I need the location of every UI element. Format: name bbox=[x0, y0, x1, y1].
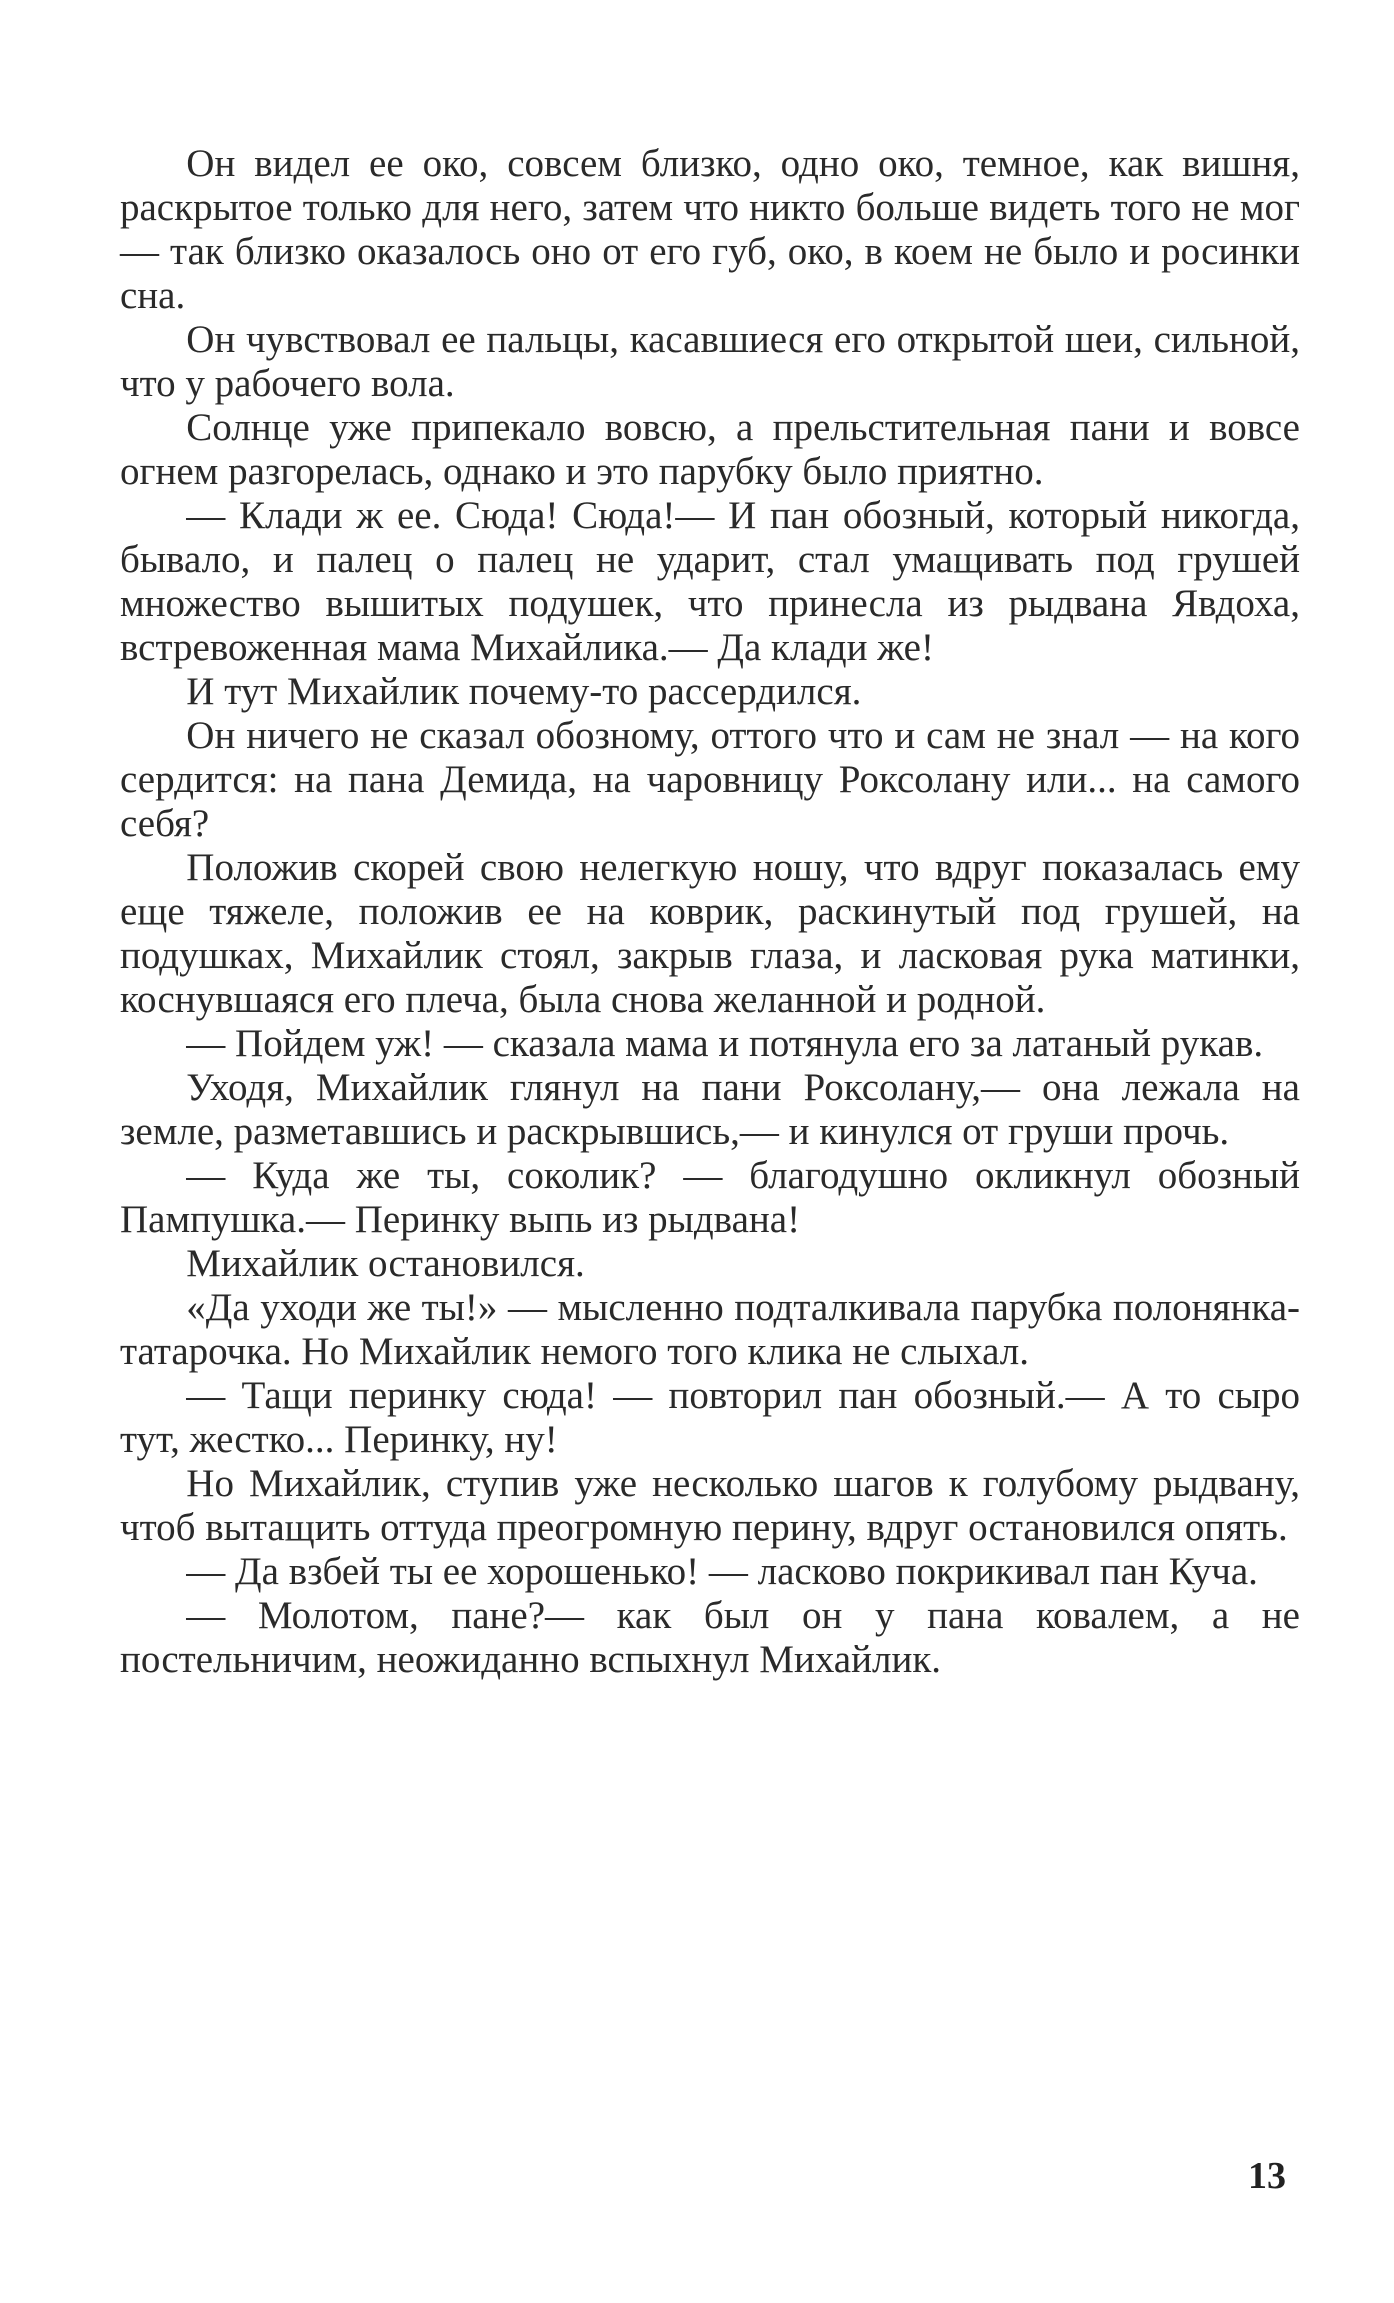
paragraph: — Пойдем уж! — сказала мама и потянула его за латаный рукав. bbox=[186, 1022, 1264, 1065]
paragraph: И тут Михайлик почему-то рассердился. bbox=[186, 670, 862, 713]
page-number: 13 bbox=[1248, 2155, 1286, 2197]
paragraph: Михайлик остановился. bbox=[186, 1242, 585, 1285]
paragraph: Солнце уже припекало вовсю, а прельстительная пани и вовсе огнем разгорелась, однако и это парубку было приятно. bbox=[120, 406, 1300, 493]
paragraph: Он видел ее око, совсем близко, одно око, темное, как вишня, раскрытое только для него, затем что никто больше видеть того не мог — так близко оказалось оно от его губ, око, в коем не было и росинки сна. bbox=[120, 142, 1300, 317]
paragraph: — Куда же ты, соколик? — благодушно окликнул обозный Пампушка.— Перинку выпь из рыдвана! bbox=[120, 1154, 1300, 1241]
paragraph: Но Михайлик, ступив уже несколько шагов к голубому рыдвану, чтоб вытащить оттуда преогромную перину, вдруг остановился опять. bbox=[120, 1462, 1300, 1549]
paragraph: «Да уходи же ты!» — мысленно подталкивала парубка полонянка-татарочка. Но Михайлик немого того клика не слыхал. bbox=[120, 1286, 1300, 1373]
paragraph: — Да взбей ты ее хорошенько! — ласково покрикивал пан Куча. bbox=[186, 1550, 1258, 1593]
paragraph: Он чувствовал ее пальцы, касавшиеся его открытой шеи, сильной, что у рабочего вола. bbox=[120, 318, 1300, 405]
paragraph: — Молотом, пане?— как был он у пана ковалем, а не постельничим, неожиданно вспыхнул Михайлик. bbox=[120, 1594, 1300, 1681]
paragraph: Он ничего не сказал обозному, оттого что и сам не знал — на кого сердится: на пана Демида, на чаровницу Роксолану или... на самого себя? bbox=[120, 714, 1300, 845]
paragraph: Уходя, Михайлик глянул на пани Роксолану,— она лежала на земле, разметавшись и раскрывшись,— и кинулся от груши прочь. bbox=[120, 1066, 1300, 1153]
book-page-text bbox=[120, 142, 1300, 1682]
paragraph: — Клади ж ее. Сюда! Сюда!— И пан обозный, который никогда, бывало, и палец о палец не ударит, стал умащивать под грушей множество вышитых подушек, что принесла из рыдвана Явдоха, встревоженная мама Михайлика.— Да клади же! bbox=[120, 494, 1300, 669]
paragraph: Положив скорей свою нелегкую ношу, что вдруг показалась ему еще тяжеле, положив ее на коврик, раскинутый под грушей, на подушках, Михайлик стоял, закрыв глаза, и ласковая рука матинки, коснувшаяся его плеча, была снова желанной и родной. bbox=[120, 846, 1300, 1021]
paragraph: — Тащи перинку сюда! — повторил пан обозный.— А то сыро тут, жестко... Перинку, ну! bbox=[120, 1374, 1300, 1461]
